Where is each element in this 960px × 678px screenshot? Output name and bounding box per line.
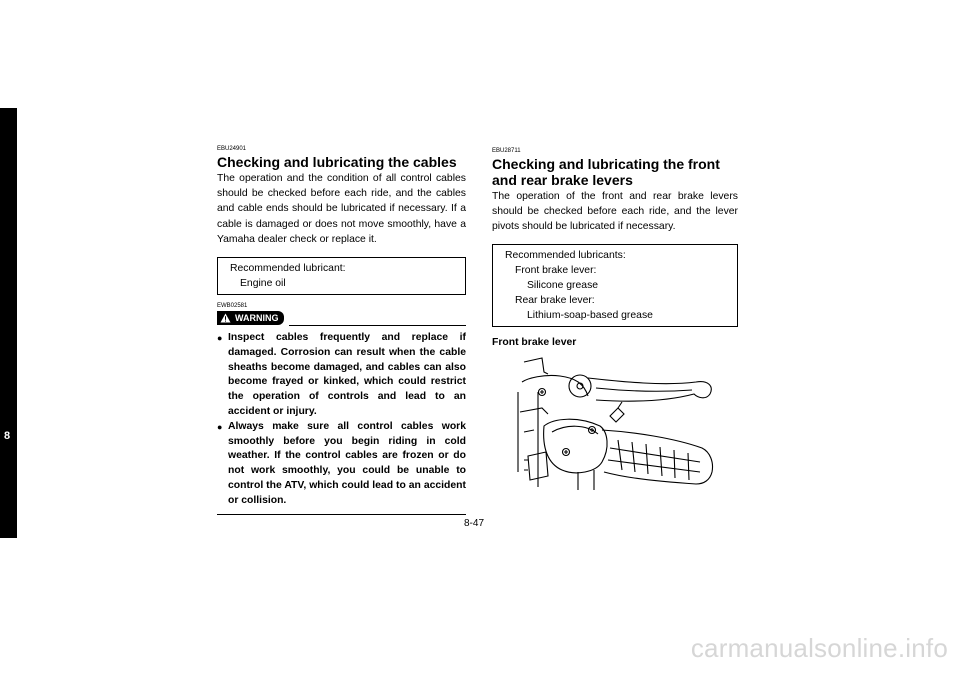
section-code: EBU24901 (217, 146, 247, 152)
front-lever-grease: Silicone grease (527, 279, 599, 291)
section-title: Checking and lubricating the cables (217, 154, 457, 170)
warning-code: EWB02581 (217, 303, 248, 310)
brake-lever-illustration (514, 352, 724, 492)
section-title: Checking and lubricating the front and rear brake levers (492, 156, 720, 188)
lubricant-value: Engine oil (240, 278, 286, 290)
warning-block (217, 303, 466, 515)
front-lever-label: Front brake lever: (515, 264, 597, 276)
section-body: The operation of the front and rear brake levers should be checked before each ride, and the lever pivots should be lubricated if necessary. (492, 191, 738, 233)
section-code: EBU28711 (492, 148, 521, 154)
right-column (492, 148, 738, 492)
warning-item: ● Always make sure all control cables work smoothly before you begin riding in cold weather. If the control cables are frozen or do not work smoothly, you could be unable to control the ATV, which could lead to an accident or collision. (217, 420, 466, 509)
warning-item: ● Inspect cables frequently and replace if damaged. Corrosion can result when the cable sheaths become damaged, and cables can also become frayed or kinked, which could restrict the operation of controls and lead to an accident or injury. (217, 331, 466, 420)
chapter-tab (0, 108, 17, 538)
warning-list (217, 331, 466, 509)
lubricants-label: Recommended lubricants: (505, 249, 626, 261)
watermark: carmanualsonline.info (690, 633, 948, 663)
front-brake-lever-heading: Front brake lever (492, 336, 577, 348)
rear-lever-label: Rear brake lever: (515, 294, 595, 306)
warning-rule (289, 325, 467, 326)
lubricant-box (217, 257, 466, 295)
warning-bottom-rule (217, 514, 466, 515)
warning-label: WARNING (235, 313, 279, 324)
warning-badge (217, 311, 284, 325)
warning-triangle-icon (220, 313, 231, 323)
rear-lever-grease: Lithium-soap-based grease (527, 309, 653, 321)
lubricant-label: Recommended lubricant: (230, 263, 346, 275)
page-number: 8-47 (464, 518, 485, 529)
section-body: The operation and the condition of all control cables should be checked before each ride, and the cables and cable ends should be lubricated if necessary. If a cable is damaged or does not move smoothly, have a Yamaha dealer check or replace it. (217, 173, 466, 245)
chapter-number: 8 (4, 430, 11, 442)
lubricants-box (492, 244, 738, 327)
left-column (217, 146, 466, 515)
